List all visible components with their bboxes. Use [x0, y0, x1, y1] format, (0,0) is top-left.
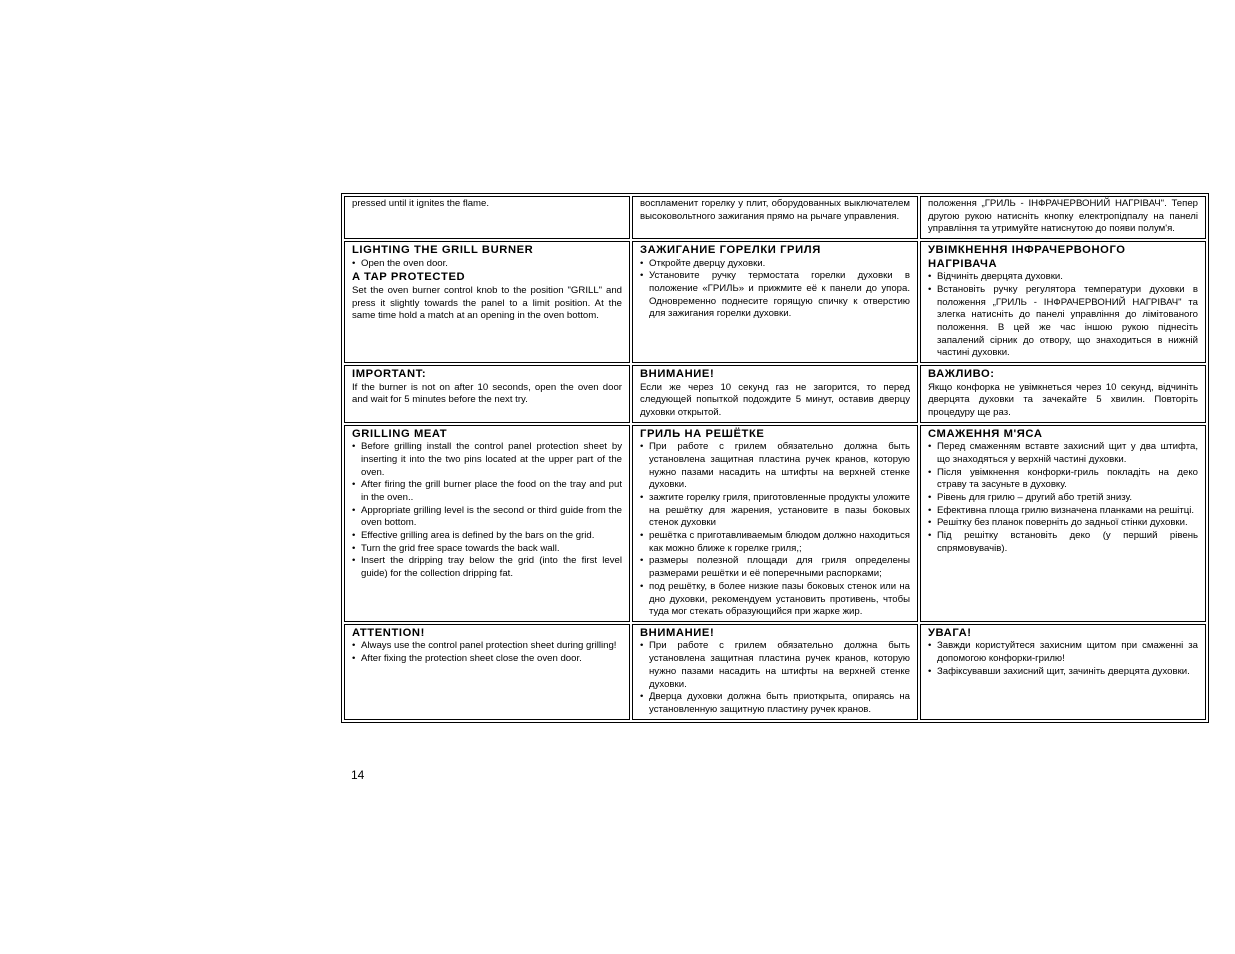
list-item: • Завжди користуйтеся захисним щитом при смаженні за допомогою конфорки-грилю!	[928, 640, 1198, 665]
list-item: • Ефективна площа грилю визначена планками на решітці.	[928, 505, 1198, 518]
bullet-list	[640, 258, 910, 322]
paragraph: воспламенит горелку у плит, оборудованных выключателем высоковольтного зажигания прямо на рычаге управления.	[640, 198, 910, 222]
bullet-list	[352, 258, 622, 271]
table-row	[344, 196, 1206, 239]
section-heading: УВІМКНЕННЯ ІНФРАЧЕРВОНОГО НАГРІВАЧА	[928, 244, 1126, 270]
list-item: • Effective grilling area is defined by the bars on the grid.	[352, 530, 622, 543]
table-row	[344, 624, 1206, 720]
russian-cell	[632, 365, 918, 423]
list-item: • Зафіксувавши захисний щит, зачиніть дверцята духовки.	[928, 666, 1198, 679]
paragraph: If the burner is not on after 10 seconds, open the oven door and wait for 5 minutes before the next try.	[352, 381, 622, 406]
russian-cell	[632, 624, 918, 720]
list-item: • Insert the dripping tray below the grid (into the first level guide) for the collection dripping fat.	[352, 555, 622, 580]
section-heading: СМАЖЕННЯ М'ЯСА	[928, 427, 1043, 440]
list-item: • Встановіть ручку регулятора температури духовки в положення „ГРИЛЬ - ІНФРАЧЕРВОНИЙ НАГРІВАЧ" та злегка натисніть до панелі управління до лімітованого положення. В цей же час іншою рукою піднесіть запалений сірник до отвору, що знаходиться в нижній частині духовки.	[928, 284, 1198, 360]
section-subheading: A TAP PROTECTED	[352, 271, 466, 284]
list-item: • Перед смаженням вставте захисний щит у два штифта, що знаходяться у верхній частині духовки.	[928, 441, 1198, 466]
english-cell	[344, 425, 630, 622]
paragraph: pressed until it ignites the flame.	[352, 198, 490, 209]
ukrainian-cell	[920, 425, 1206, 622]
list-item: • зажгите горелку гриля, приготовленные продукты уложите на решётку для жарения, установите в пазы боковых стенок духовки	[640, 492, 910, 530]
list-item: • Appropriate grilling level is the second or third guide from the oven bottom.	[352, 505, 622, 530]
section-heading: ВНИМАНИЕ!	[640, 626, 715, 639]
list-item: • При работе с грилем обязательно должна быть установлена защитная пластина ручек кранов, которую нужно пазами насадить на штифты на верхней стенке духовки.	[640, 441, 910, 492]
list-item: • Before grilling install the control panel protection sheet by inserting it into the two pins located at the upper part of the oven.	[352, 441, 622, 479]
table-row	[344, 425, 1206, 622]
ukrainian-cell	[920, 365, 1206, 423]
list-item: • Turn the grid free space towards the back wall.	[352, 543, 622, 556]
list-item: • Always use the control panel protection sheet during grilling!	[352, 640, 622, 653]
bullet-list	[928, 441, 1198, 555]
bullet-list	[640, 640, 910, 716]
list-item: • Откройте дверцу духовки.	[640, 258, 910, 271]
list-item: • Open the oven door.	[352, 258, 622, 271]
bullet-list	[352, 640, 622, 665]
ukrainian-cell	[920, 241, 1206, 363]
list-item: • под решётку, в более низкие пазы боковых стенок или на дно духовки, рекомендуем установить противень, чтобы туда мог стекать образующийся при жарке жир.	[640, 581, 910, 619]
list-item: • Рівень для грилю – другий або третій знизу.	[928, 492, 1198, 505]
section-heading: ВНИМАНИЕ!	[640, 368, 715, 381]
list-item: • After fixing the protection sheet close the oven door.	[352, 653, 622, 666]
bullet-list	[640, 441, 910, 619]
list-item: • размеры полезной площади для гриля определены размерами решётки и её поперечными распорками;	[640, 555, 910, 580]
list-item: • Відчиніть дверцята духовки.	[928, 271, 1198, 284]
page-number: 14	[351, 768, 365, 782]
list-item: • При работе с грилем обязательно должна быть установлена защитная пластина ручек кранов, которую нужно пазами насадить на штифты на верхней стенке духовки.	[640, 640, 910, 691]
paragraph: Set the oven burner control knob to the position "GRILL" and press it slightly towards the panel to a limit position. At the same time hold a match at an opening in the oven bottom.	[352, 284, 622, 322]
list-item: • After firing the grill burner place the food on the tray and put in the oven..	[352, 479, 622, 504]
paragraph: положення „ГРИЛЬ - ІНФРАЧЕРВОНИЙ НАГРІВАЧ". Тепер другою рукою натисніть кнопку електропідпалу на панелі управління та утримуйте натиснутою до появи полум'я.	[928, 198, 1198, 235]
english-cell	[344, 624, 630, 720]
russian-cell	[632, 196, 918, 239]
list-item: • решётка с приготавливаемым блюдом должно находиться как можно ближе к горелке гриля,;	[640, 530, 910, 555]
section-heading: УВАГА!	[928, 626, 972, 639]
list-item: • Після увімкнення конфорки-гриль покладіть на деко страву та засуньте в духовку.	[928, 467, 1198, 492]
russian-cell	[632, 425, 918, 622]
english-cell	[344, 241, 630, 363]
paragraph: Если же через 10 секунд газ не загорится, то перед следующей попыткой подождите 5 минут, оставив дверцу духовки открытой.	[640, 381, 910, 418]
section-heading: GRILLING MEAT	[352, 427, 448, 440]
section-heading: ВАЖЛИВО:	[928, 368, 995, 381]
list-item: • Установите ручку термостата горелки духовки в положение «ГРИЛЬ» и прижмите её к панели до упора. Одновременно поднесите горящую спичку к отверстию для зажигания горелки духовки.	[640, 270, 910, 321]
paragraph: Якщо конфорка не увімкнеться через 10 секунд, відчиніть дверцята духовки та зачекайте 5 хвилин. Повторіть процедуру ще раз.	[928, 381, 1198, 418]
ukrainian-cell	[920, 624, 1206, 720]
list-item: • Решітку без планок поверніть до задньої стінки духовки.	[928, 517, 1198, 530]
russian-cell	[632, 241, 918, 363]
section-heading: ЗАЖИГАНИЕ ГОРЕЛКИ ГРИЛЯ	[640, 244, 821, 257]
list-item: • Дверца духовки должна быть приоткрыта, опираясь на установленную защитную пластину ручек кранов.	[640, 691, 910, 716]
list-item: • Під решітку встановіть деко (у перший рівень спрямовувачів).	[928, 530, 1198, 555]
table-row	[344, 365, 1206, 423]
bullet-list	[928, 271, 1198, 360]
table-row	[344, 241, 1206, 363]
english-cell	[344, 196, 630, 239]
instruction-table	[341, 193, 1209, 723]
section-heading: LIGHTING THE GRILL BURNER	[352, 244, 534, 257]
section-heading: IMPORTANT:	[352, 368, 427, 381]
ukrainian-cell	[920, 196, 1206, 239]
section-heading: ГРИЛЬ НА РЕШЁТКЕ	[640, 427, 765, 440]
bullet-list	[928, 640, 1198, 678]
english-cell	[344, 365, 630, 423]
section-heading: ATTENTION!	[352, 626, 425, 639]
bullet-list	[352, 441, 622, 581]
